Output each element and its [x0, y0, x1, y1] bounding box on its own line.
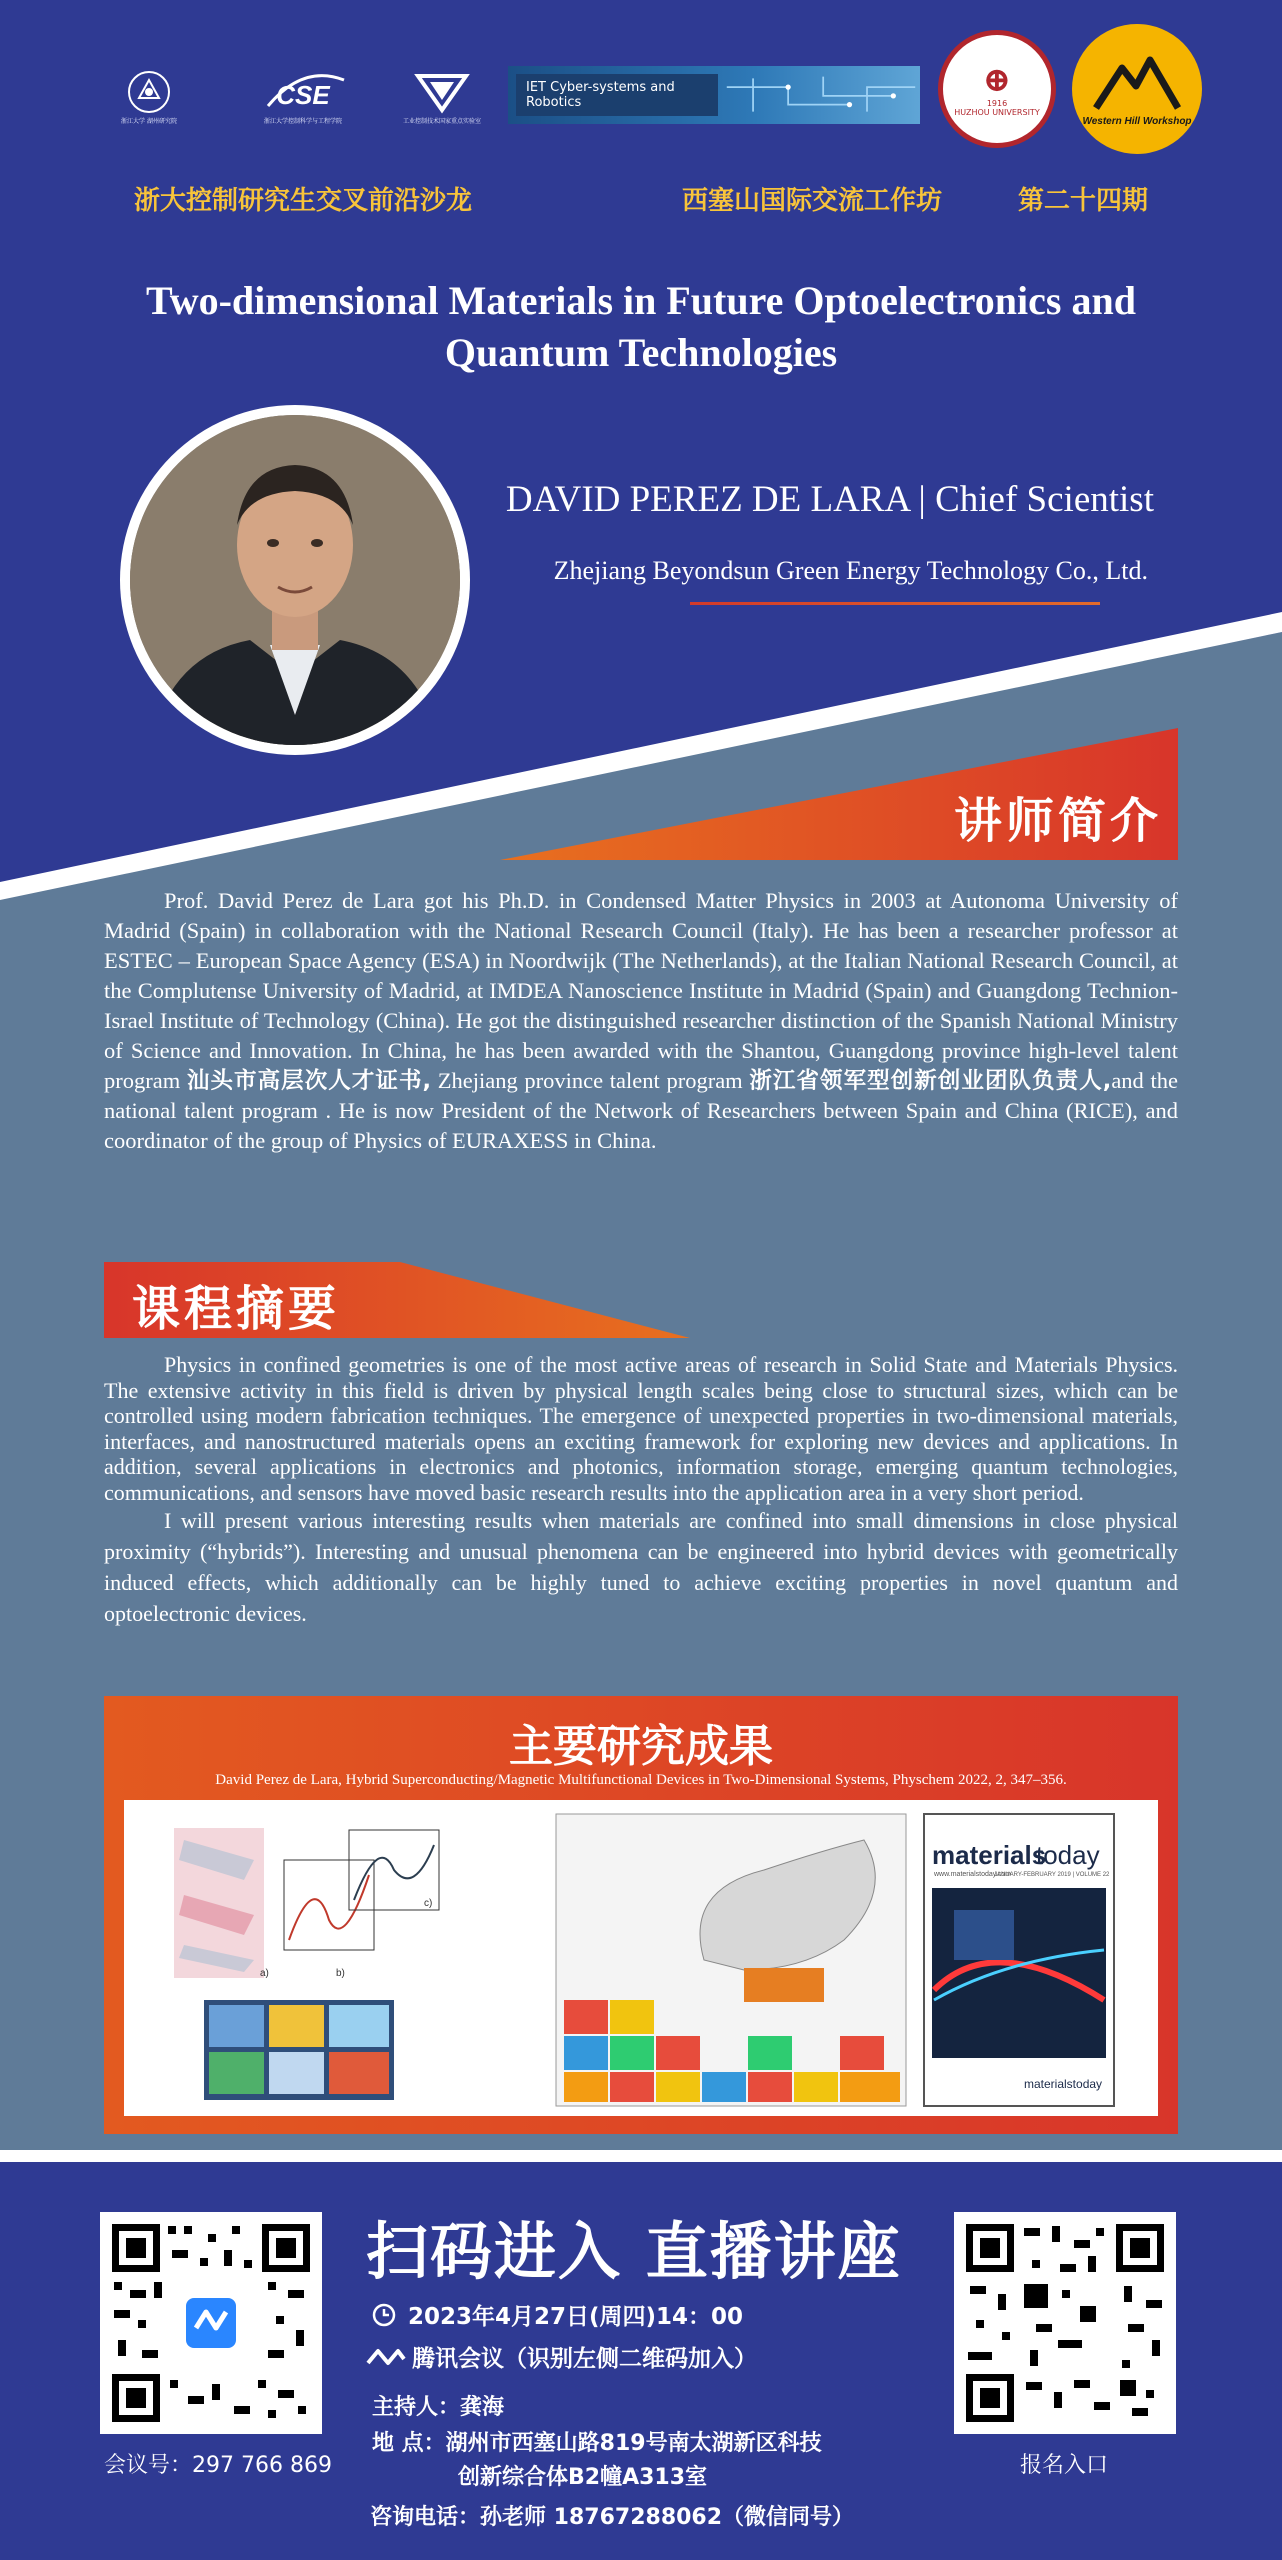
workshop-tag: 西塞山国际交流工作坊: [682, 186, 943, 216]
abstract-para-2: I will present various interesting results when materials are confined into small dimensions in close physical proximity (“hybrids”). Interesting and unusual phenomena can be engineered into hybrid devices with geometrically induced effects, which additionally can be highly tuned to achieve exciting properties in novel quantum and optoelectronic devices.: [104, 1508, 1178, 1626]
bio-text: [104, 886, 1178, 1156]
talk-title: [60, 275, 1222, 379]
affiliation-underline: [690, 602, 1100, 605]
results-reference: David Perez de Lara, Hybrid Superconducting/Magnetic Multifunctional Devices in Two-Dimensional Systems, Physchem 2022, 2, 347–356.: [215, 1772, 1067, 1788]
abstract-para-1: Physics in confined geometries is one of the most active areas of research in Solid State and Materials Physics. The extensive activity in this field is driven by physical length scales being close to structural sizes, which can be controlled using modern fabrication techniques. The emergence of unexpected properties in two-dimensional materials, interfaces, and nanostructured materials opens an exciting framework for exploring new devices and applications. In addition, several applications in electronics and photonics, information storage, emerging quantum technologies, communications, and sensors have moved basic research results into the application area in a very short period.: [104, 1352, 1178, 1505]
clock-icon: [372, 2303, 396, 2327]
location-label: 地 点：: [372, 2431, 446, 2456]
zju-emblem-icon: [127, 70, 171, 114]
tencent-meeting-icon: [366, 2345, 406, 2369]
meeting-qr-code[interactable]: [100, 2212, 322, 2434]
abstract-heading: 课程摘要: [132, 1281, 341, 1337]
whw-label: Western Hill Workshop: [1082, 115, 1192, 127]
speaker-name: DAVID PEREZ DE LARA: [505, 479, 910, 520]
zju-logo-text: 浙江大学 湖州研究院: [121, 118, 177, 125]
results-figure-strip: [124, 1800, 1158, 2116]
results-panel: [104, 1696, 1178, 2134]
bio-award-1: 汕头市高层次人才证书,: [186, 1068, 432, 1094]
bio-text-2: Zhejiang province talent program: [431, 1068, 750, 1093]
speaker-portrait-icon: [130, 415, 460, 745]
platform-text: 腾讯会议（识别左侧二维码加入）: [412, 2346, 757, 2372]
speaker-role: Chief Scientist: [935, 479, 1154, 520]
iet-banner: [508, 66, 920, 124]
contact: 咨询电话：孙老师 18767288062（微信同号）: [370, 2505, 855, 2530]
lego-hybrid-figure: [556, 1814, 906, 2106]
salon-tag: 浙大控制研究生交叉前沿沙龙: [134, 186, 473, 216]
location-line2: 创新综合体B2幢A313室: [458, 2465, 708, 2490]
seal-emblem-icon: ⊕: [982, 60, 1012, 100]
location-line1: 湖州市西塞山路819号南太湖新区科技: [445, 2431, 822, 2456]
cse-logo-text: 浙江大学控制科学与工程学院: [263, 118, 342, 125]
registration-qr-code[interactable]: [954, 2212, 1176, 2434]
talk-title-line1: Two-dimensional Materials in Future Optoelectronics and: [146, 278, 1136, 323]
icsl-emblem-icon: [412, 70, 472, 114]
register-label: 报名入口: [1020, 2453, 1109, 2478]
location-row: [372, 2426, 822, 2457]
speaker-photo: [130, 415, 460, 745]
seal-year: 1916: [986, 99, 1008, 108]
meeting-id: 会议号：297 766 869: [104, 2453, 332, 2478]
talk-title-line2: Quantum Technologies: [444, 330, 838, 375]
host: 主持人：龚海: [372, 2395, 505, 2420]
journal-issue: JANUARY-FEBRUARY 2019 | VOLUME 22: [994, 1872, 1110, 1878]
mountain-icon: [1092, 52, 1182, 112]
speaker-name-line: DAVID PEREZ DE LARA | Chief Scientist: [505, 479, 1154, 520]
bio-award-2: 浙江省领军型创新创业团队负责人,: [749, 1068, 1112, 1094]
circuit-pattern-icon: [718, 66, 920, 124]
issue-tag: 第二十四期: [1018, 186, 1149, 216]
hybrid-device-figure: [174, 1828, 439, 2100]
seal-text: HUZHOU UNIVERSITY: [954, 108, 1040, 117]
abstract-text: [104, 1352, 1178, 1629]
western-hill-workshop-logo: [1072, 24, 1202, 154]
bio-heading: 讲师简介: [953, 793, 1162, 849]
journal-title-2: today: [1036, 1840, 1100, 1870]
journal-title-1: materials: [932, 1840, 1047, 1870]
cse-logo: [238, 58, 368, 138]
journal-footer: materialstoday: [1024, 2077, 1103, 2091]
iet-banner-label: IET Cyber-systems and Robotics: [516, 74, 718, 116]
cse-logo-label: CSE: [276, 80, 330, 110]
event-datetime: 2023年4月27日(周四)14：00: [408, 2304, 744, 2330]
event-datetime-row: [372, 2298, 743, 2331]
meeting-qr-icon: [108, 2220, 314, 2426]
icsl-logo: [386, 58, 498, 138]
fig-label-c: c): [424, 1898, 433, 1909]
huzhou-university-seal: [938, 30, 1056, 148]
footer-divider: [0, 2150, 1282, 2162]
icsl-logo-text: 工业控制技术国家重点实验室: [402, 118, 481, 125]
livestream-headline: 扫码进入 直播讲座: [366, 2215, 902, 2288]
fig-label-b: b): [336, 1968, 345, 1979]
results-figures: [124, 1800, 1158, 2116]
speaker-affiliation: Zhejiang Beyondsun Green Energy Technology Co., Ltd.: [553, 556, 1148, 585]
bio-text-1: Prof. David Perez de Lara got his Ph.D. in Condensed Matter Physics in 2003 at Autonoma University of Madrid (Spain) in collaboration with the National Research Council (Italy). He has been a researcher professor at ESTEC – European Space Agency (ESA) in Noordwijk (The Netherlands), at the Italian National Research Council, at the Complutense University of Madrid, at IMDEA Nanoscience Institute in Madrid (Spain) and Guangdong Technion-Israel Institute of Technology (China). He got the distinguished researcher distinction of the Spanish National Ministry of Science and Innovation. In China, he has been awarded with the Shantou, Guangdong province high-level talent program: [104, 888, 1178, 1093]
fig-label-a: a): [260, 1968, 269, 1979]
bio-text-3: and the national talent program . He is now President of the Network of Researchers between Spain and China (RICE), and coordinator of the group of Physics of EURAXESS in China.: [104, 1068, 1178, 1153]
registration-qr-icon: [962, 2220, 1168, 2426]
journal-url: www.materialstoday.com: [934, 1871, 1011, 1878]
zju-logo: [84, 58, 214, 138]
platform-row: [366, 2340, 757, 2373]
results-heading: 主要研究成果: [509, 1721, 773, 1772]
